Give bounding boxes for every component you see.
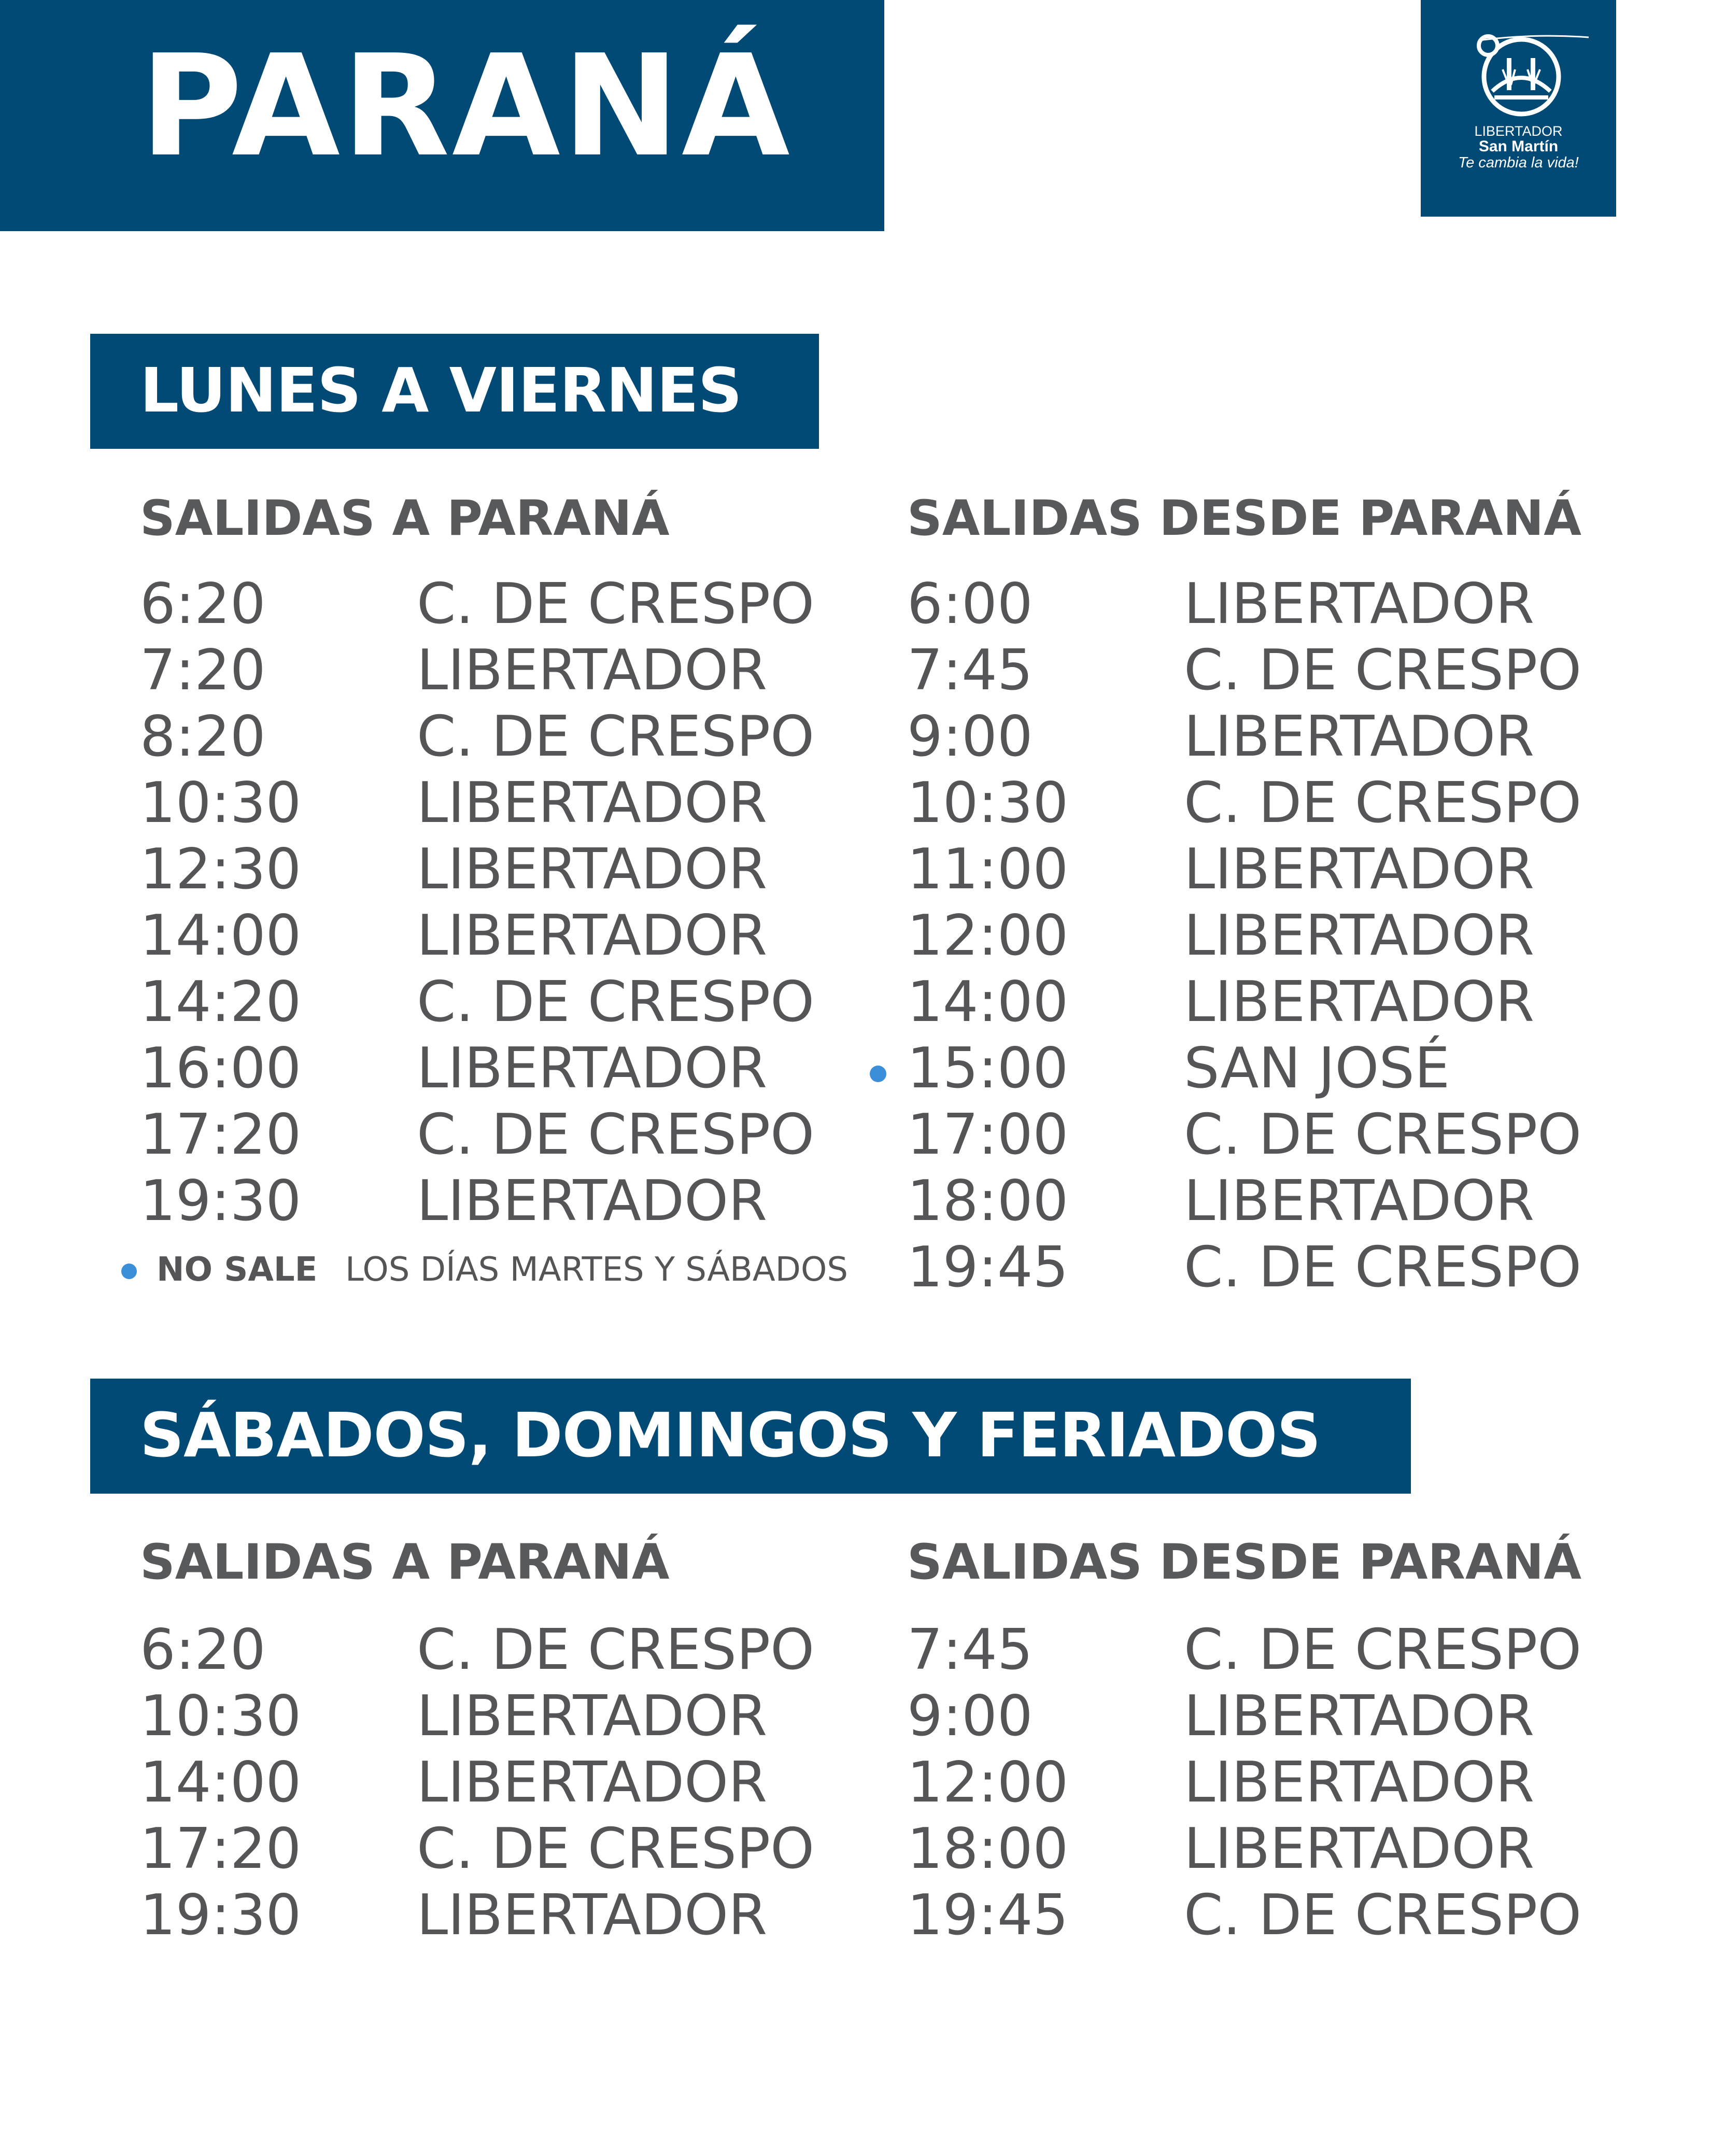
destination: LIBERTADOR [417, 903, 768, 968]
column-header-to-parana: SALIDAS A PARANÁ [140, 490, 670, 547]
destination: LIBERTADOR [417, 638, 768, 703]
destination: LIBERTADOR [1184, 572, 1535, 636]
destination: C. DE CRESPO [1184, 1235, 1582, 1300]
section-title-weekends: SÁBADOS, DOMINGOS Y FERIADOS [140, 1399, 1321, 1471]
destination: LIBERTADOR [417, 1169, 768, 1233]
note-text: LOS DÍAS MARTES Y SÁBADOS [345, 1251, 848, 1289]
departure-time: 17:00 [907, 1102, 1069, 1167]
departure-time: 10:30 [140, 771, 302, 835]
title-banner [0, 0, 884, 231]
destination: C. DE CRESPO [417, 970, 815, 1034]
logo-emblem-icon [1477, 33, 1562, 120]
destination: LIBERTADOR [1184, 1169, 1535, 1233]
destination: C. DE CRESPO [1184, 1102, 1582, 1167]
departure-time: 12:30 [140, 837, 302, 902]
destination: LIBERTADOR [1184, 903, 1535, 968]
destination: C. DE CRESPO [1184, 771, 1582, 835]
departure-time: 19:45 [907, 1235, 1069, 1300]
destination: C. DE CRESPO [417, 572, 815, 636]
destination: LIBERTADOR [1184, 1684, 1535, 1749]
departure-time: 16:00 [140, 1036, 302, 1101]
destination: LIBERTADOR [417, 1883, 768, 1948]
departure-time: 14:20 [140, 970, 302, 1034]
departure-time: 14:00 [140, 903, 302, 968]
departure-time: 14:00 [140, 1750, 302, 1815]
destination: C. DE CRESPO [417, 1102, 815, 1167]
section-header-weekdays [90, 334, 819, 449]
departure-time: 6:20 [140, 572, 266, 636]
departure-time: 19:30 [140, 1883, 302, 1948]
departure-time: 10:30 [140, 1684, 302, 1749]
departure-time: 7:45 [907, 1618, 1033, 1682]
page-title: PARANÁ [140, 24, 792, 188]
departure-time: 10:30 [907, 771, 1069, 835]
destination: LIBERTADOR [1184, 1750, 1535, 1815]
destination: C. DE CRESPO [417, 1817, 815, 1881]
destination: C. DE CRESPO [1184, 1883, 1582, 1948]
destination: LIBERTADOR [417, 1684, 768, 1749]
departure-time: 18:00 [907, 1169, 1069, 1233]
destination: C. DE CRESPO [1184, 1618, 1582, 1682]
logo-text-line1: LIBERTADOR [1474, 123, 1563, 139]
logo-swoosh-icon [1477, 33, 1591, 44]
destination: LIBERTADOR [1184, 704, 1535, 769]
destination: LIBERTADOR [417, 837, 768, 902]
departure-time: 17:20 [140, 1102, 302, 1167]
note-emphasis: NO SALE [157, 1251, 318, 1289]
departure-time: 19:45 [907, 1883, 1069, 1948]
departure-time: 6:20 [140, 1618, 266, 1682]
departure-time: 19:30 [140, 1169, 302, 1233]
departure-time: 9:00 [907, 704, 1033, 769]
departure-time: 11:00 [907, 837, 1069, 902]
destination: LIBERTADOR [1184, 970, 1535, 1034]
departure-time: 7:45 [907, 638, 1033, 703]
departure-time: 6:00 [907, 572, 1033, 636]
column-header-from-parana: SALIDAS DESDE PARANÁ [907, 1534, 1581, 1591]
destination: LIBERTADOR [417, 1036, 768, 1101]
departure-time: 12:00 [907, 1750, 1069, 1815]
column-header-from-parana: SALIDAS DESDE PARANÁ [907, 490, 1581, 547]
destination: LIBERTADOR [417, 1750, 768, 1815]
destination: LIBERTADOR [1184, 1817, 1535, 1881]
destination: C. DE CRESPO [417, 1618, 815, 1682]
destination: LIBERTADOR [1184, 837, 1535, 902]
destination: SAN JOSÉ [1184, 1036, 1450, 1101]
departure-time: 7:20 [140, 638, 266, 703]
section-title-weekdays: LUNES A VIERNES [140, 354, 742, 426]
destination: C. DE CRESPO [1184, 638, 1582, 703]
logo-tagline: Te cambia la vida! [1458, 154, 1579, 171]
destination: LIBERTADOR [417, 771, 768, 835]
destination: C. DE CRESPO [417, 704, 815, 769]
departure-time: 14:00 [907, 970, 1069, 1034]
column-header-to-parana: SALIDAS A PARANÁ [140, 1534, 670, 1591]
company-logo [1421, 0, 1616, 217]
section-header-weekends [90, 1379, 1411, 1494]
departure-time: 17:20 [140, 1817, 302, 1881]
departure-time: 12:00 [907, 903, 1069, 968]
departure-time: 9:00 [907, 1684, 1033, 1749]
departure-time: 15:00 [907, 1036, 1069, 1101]
note-bullet-icon [121, 1264, 137, 1279]
note-marker-icon [870, 1066, 886, 1082]
departure-time: 8:20 [140, 704, 266, 769]
logo-text-line2: San Martín [1478, 138, 1559, 155]
departure-time: 18:00 [907, 1817, 1069, 1881]
